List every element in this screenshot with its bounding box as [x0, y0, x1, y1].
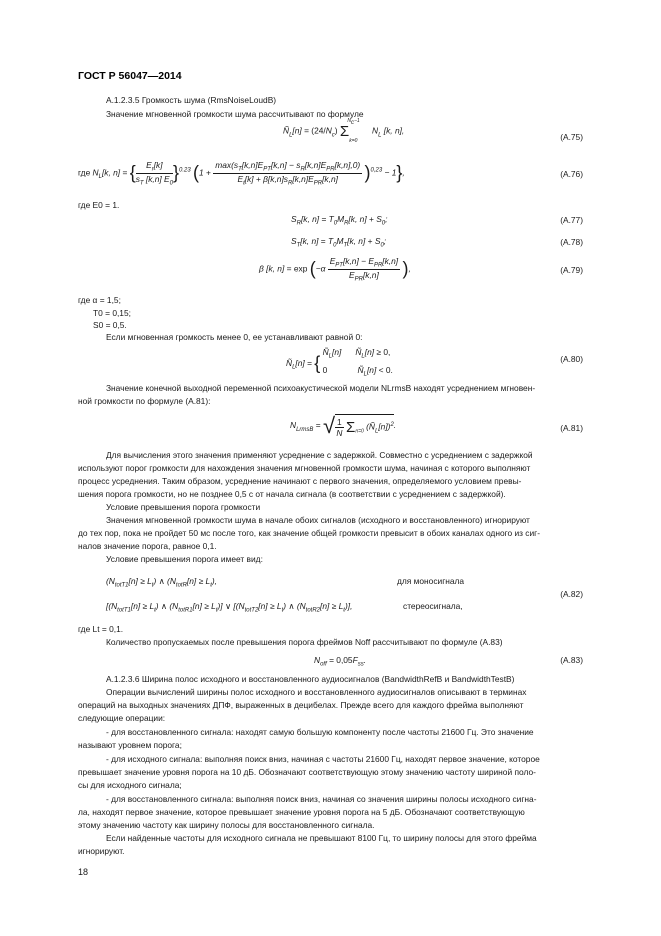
paragraph: следующие операции: [78, 713, 166, 723]
list-item: сы для исходного сигнала; [78, 780, 182, 790]
formula-a75: $Ñ_L[n] = (24/N_c)$ $\Sigma_{k=0}^{N_c-1}$ $N_L$ [k, n], [283, 117, 405, 145]
equation-label: (А.83) [560, 655, 583, 665]
where-e0: где E0 = 1. [78, 200, 120, 210]
formula-a81: $N_{LrmsB}$ = √ $\frac{1}{N}$ $\Sigma_{n=0}$ $(Ñ_L[n])^2$. [290, 413, 397, 438]
formula-a82-stereo: [$(N_{totT1}[n] \ge L_t)$ ∧ $(N_{totR1}[n] \ge L_t)$] ∨ [$(N_{totT2}[n] \ge L_t)$ ∧ $(N_{totR2}[n] \ge L_t)$], [106, 601, 353, 614]
list-item: - для восстановленного сигнала: выполняя поиск вниз, начиная со значения ширины полосы исходного сигна- [106, 794, 537, 804]
paragraph: используют порог громкости для нахождения значения мгновенной громкости шума, начиная с которого выполняют [78, 463, 531, 473]
equation-label: (А.81) [560, 423, 583, 433]
list-item: - для исходного сигнала: выполняя поиск вниз, начиная с частоты 21600 Гц, находят первое значение, которое [106, 754, 540, 764]
document-header: ГОСТ Р 56047—2014 [78, 70, 182, 82]
formula-a80: $Ñ_L[n]$ = { $Ñ_L[n]$ $Ñ_L[n] \ge 0$, 0 $Ñ_L[n] < 0$. [286, 347, 393, 378]
paragraph: Условие превышения порога имеет вид: [106, 554, 263, 564]
paragraph: Если найденные частоты для исходного сигнала не превышают 8100 Гц, то ширину полосы для этого фрейма [106, 833, 537, 843]
formula-a78: $S_T[k$, $n] = T_0M_T[k$, $n] + S_0$; [291, 236, 387, 249]
subheading: Условие превышения порога громкости [106, 502, 261, 512]
paragraph: процесс усреднения. Таким образом, усреднение начинают с первого значения, определяемого условием превы- [78, 476, 522, 486]
paragraph: шения порога громкости, но не позднее 0,5 с от начала сигнала (в соответствии с усреднением с задержкой). [78, 489, 506, 499]
equation-label: (А.78) [560, 237, 583, 247]
equation-label: (А.80) [560, 354, 583, 364]
section-title-bandwidth: А.1.2.3.6 Ширина полос исходного и восстановленного аудиосигналов (BandwidthRefB и BandwidthTestB) [106, 674, 515, 684]
paragraph: Если мгновенная громкость менее 0, ее устанавливают равной 0: [106, 332, 363, 342]
paragraph: Значения мгновенной громкости шума в начале обоих сигналов (исходного и восстановленного) игнорируют [106, 515, 530, 525]
value-s0: S0 = 0,5. [93, 320, 127, 330]
equation-label: (А.79) [560, 265, 583, 275]
paragraph: ной громкости по формуле (А.81): [78, 396, 211, 406]
formula-a76: где $N_L[k$, n] = { $\frac{E_r[k]}{s_T [k,n] E_0}$ }$^{0.23}$ (1 + $\frac{\max(s_T[k,n]E_{PT}[k,n] - s_R[k,n]E_{PR}[k,n],0)}{E_t[k] + \beta[k,n]s_R[k,n]E_{PR}[k,n]}$ )$^{0,23}$ − 1}, [78, 160, 405, 187]
list-item: - для восстановленного сигнала: находят самую большую компоненту после частоты 21600 Гц. Это значение [106, 727, 534, 737]
formula-a79: β [k, n] = exp (−α $\frac{E_{PT}[k,n] - E_{PR}[k,n]}{E_{PR}[k,n]}$ ), [259, 256, 411, 283]
formula-a83: $N_{off} = 0,05F_{ss}$. [314, 655, 367, 668]
formula-a77: $S_R[k$, $n] = T_0M_R[k$, $n] + S_0$; [291, 214, 388, 227]
equation-label: (А.76) [560, 169, 583, 179]
where-alpha: где α = 1,5; [78, 295, 121, 305]
stereo-label: стереосигнала, [403, 601, 463, 611]
paragraph: Значение конечной выходной переменной психоакустической модели NLrmsB находят усреднением мгновен- [106, 383, 536, 393]
list-item: ла, находят первое значение, которое превышает значение уровня порога на 5 дБ. Обозначают соответствующую [78, 807, 525, 817]
equation-label: (А.82) [560, 589, 583, 599]
list-item: превышает значение уровня порога на 10 дБ. Обозначают соответствующую этому значению частоту шириной поло- [78, 767, 536, 777]
paragraph: Количество пропускаемых после превышения порога фреймов Noff рассчитывают по формуле (А.83) [106, 637, 503, 647]
section-title-noise-loudness: А.1.2.3.5 Громкость шума (RmsNoiseLoudB) [106, 95, 277, 105]
equation-label: (А.77) [560, 215, 583, 225]
paragraph: Операции вычислений ширины полос исходного и восстановленного аудиосигналов описывают в терминах [106, 687, 527, 697]
where-lt: где Lt = 0,1. [78, 624, 124, 634]
mono-label: для моносигнала [397, 576, 465, 586]
paragraph: до тех пор, пока не пройдет 50 мс после того, как значение общей громкости превысит в обоих каналах одного из сиг- [78, 528, 541, 538]
value-t0: T0 = 0,15; [93, 308, 131, 318]
formula-a82-mono: $(N_{totT1}[n] \ge L_t)$ ∧ $(N_{totR}[n] \ge L_t)$, [106, 576, 217, 589]
list-item: этому значению частоту как ширину полосы для восстановленного сигнала. [78, 820, 375, 830]
paragraph: операций на выходных значениях ДПФ, выраженных в децибелах. Прежде всего для каждого фрейма выполняют [78, 700, 524, 710]
paragraph: Для вычисления этого значения применяют усреднение с задержкой. Совместно с усреднением с задержкой [106, 450, 533, 460]
paragraph: игнорируют. [78, 846, 125, 856]
paragraph: Значение мгновенной громкости шума рассчитывают по формуле [106, 109, 364, 119]
list-item: называют уровнем порога; [78, 740, 182, 750]
paragraph: налов значение порога, равное 0,1. [78, 541, 217, 551]
equation-label: (А.75) [560, 132, 583, 142]
page-number: 18 [78, 867, 89, 877]
